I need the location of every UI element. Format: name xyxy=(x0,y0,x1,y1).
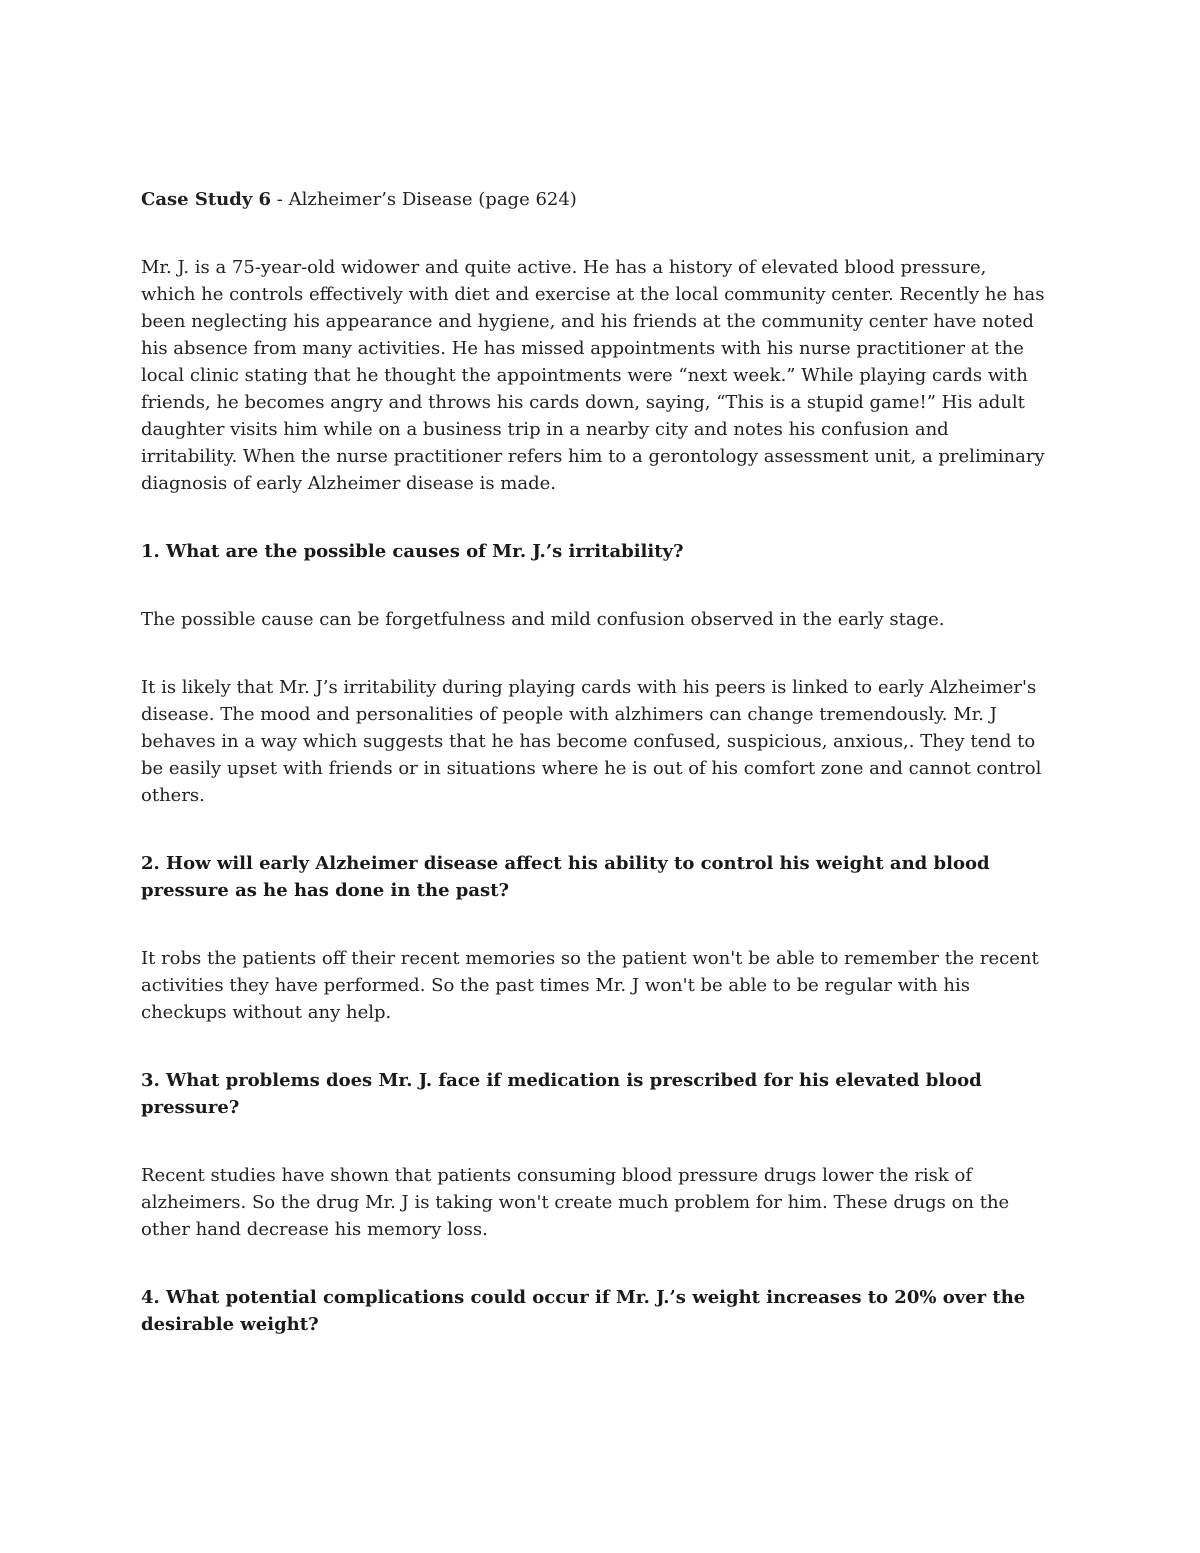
answer-1-paragraph-2: It is likely that Mr. J’s irritability during playing cards with his peers is linked to early Alzheimer's disease. The mood and personalities of people with alzhimers can change tremendously. Mr. J behaves in a way which suggests that he has become confused, suspicious, anxious,. They tend to be easily upset with friends or in situations where he is out of his comfort zone and cannot control others. xyxy=(141,677,1042,806)
title-bold: Case Study 6 xyxy=(141,189,272,210)
question-3: 3. What problems does Mr. J. face if medication is prescribed for his elevated blood pressure? xyxy=(141,1070,982,1118)
question-4: 4. What potential complications could occur if Mr. J.’s weight increases to 20% over the desirable weight? xyxy=(141,1287,1026,1335)
question-1: 1. What are the possible causes of Mr. J.’s irritability? xyxy=(141,541,684,562)
title-rest: - Alzheimer’s Disease (page 624) xyxy=(271,189,577,210)
answer-1-paragraph-1: The possible cause can be forgetfulness and mild confusion observed in the early stage. xyxy=(141,609,945,630)
document-title xyxy=(141,186,1046,213)
question-2: 2. How will early Alzheimer disease affect his ability to control his weight and blood pressure as he has done in the past? xyxy=(141,853,990,901)
answer-2-paragraph: It robs the patients off their recent memories so the patient won't be able to remember the recent activities they have performed. So the past times Mr. J won't be able to be regular with his checkups without any help. xyxy=(141,948,1039,1023)
case-intro-paragraph: Mr. J. is a 75-year-old widower and quite active. He has a history of elevated blood pressure, which he controls effectively with diet and exercise at the local community center. Recently he has been neglecting his appearance and hygiene, and his friends at the community center have noted his absence from many activities. He has missed appointments with his nurse practitioner at the local clinic stating that he thought the appointments were “next week.” While playing cards with friends, he becomes angry and throws his cards down, saying, “This is a stupid game!” His adult daughter visits him while on a business trip in a nearby city and notes his confusion and irritability. When the nurse practitioner refers him to a gerontology assessment unit, a preliminary diagnosis of early Alzheimer disease is made. xyxy=(141,257,1045,494)
answer-3-paragraph: Recent studies have shown that patients consuming blood pressure drugs lower the risk of alzheimers. So the drug Mr. J is taking won't create much problem for him. These drugs on the other hand decrease his memory loss. xyxy=(141,1165,1010,1240)
document-body xyxy=(141,186,1046,1338)
